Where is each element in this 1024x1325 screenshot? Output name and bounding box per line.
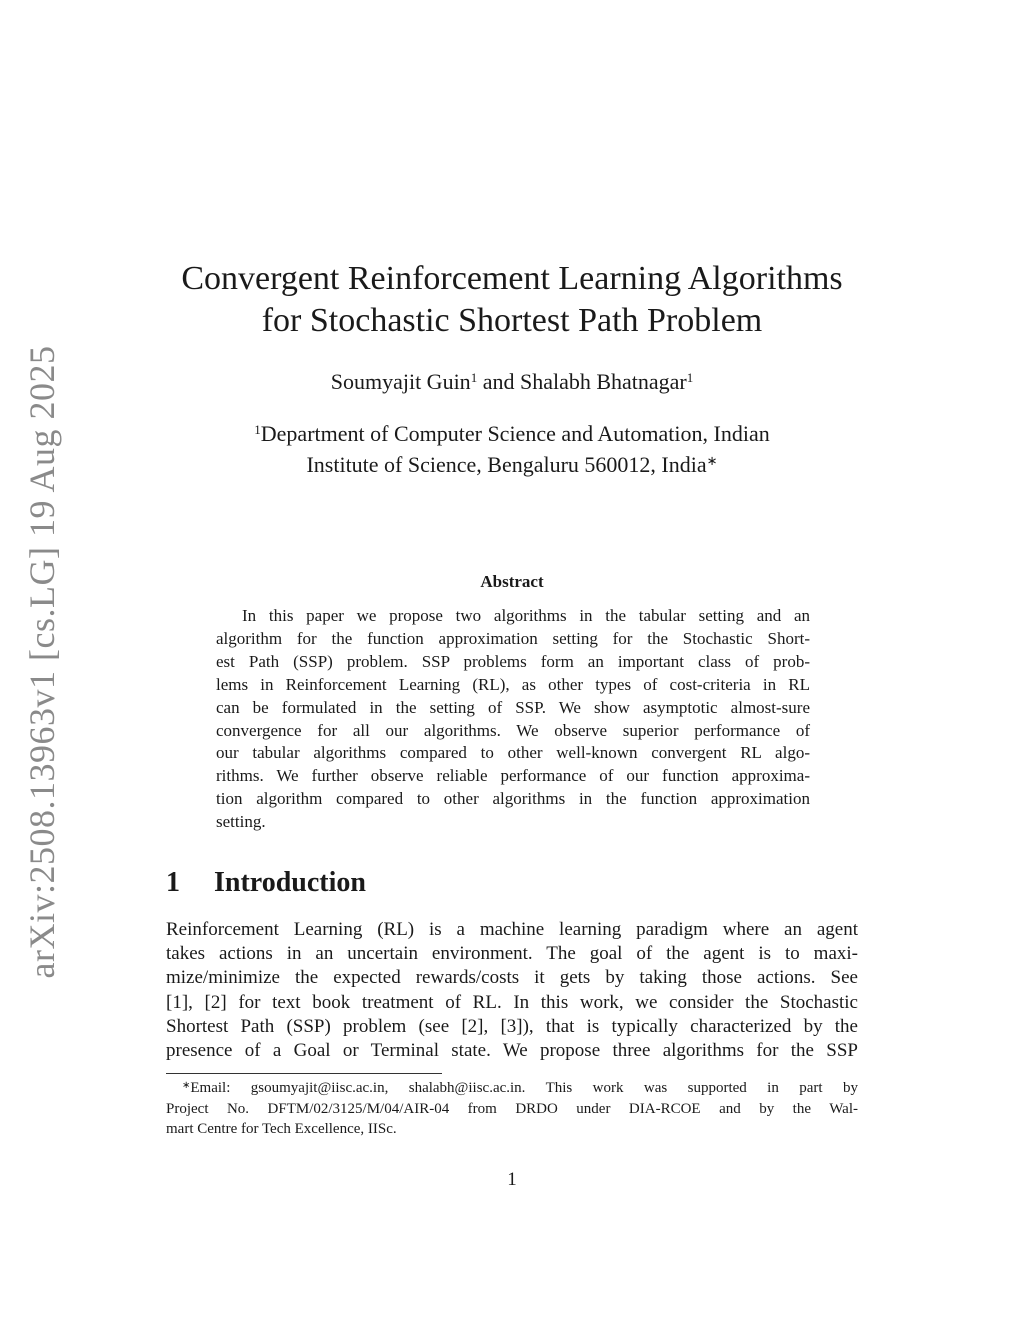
abstract-line: our tabular algorithms compared to other well-known convergent RL algo- (216, 743, 810, 763)
page-number: 1 (507, 1169, 517, 1190)
author-connector: and (477, 369, 520, 394)
body-line: Shortest Path (SSP) problem (see [2], [3]), that is typically characterized by the (166, 1015, 858, 1037)
footnote-line (166, 1078, 858, 1099)
author-name: Soumyajit Guin (330, 369, 471, 394)
abstract-line: convergence for all our algorithms. We observe superior performance of (216, 720, 810, 740)
title-line-1: Convergent Reinforcement Learning Algorithms (181, 260, 843, 297)
affiliation (150, 418, 874, 480)
footnote-divider (166, 1073, 442, 1074)
introduction-body (166, 918, 858, 1063)
body-line: presence of a Goal or Terminal state. We propose three algorithms for the SSP (166, 1040, 858, 1062)
affiliation-marker: 1 (470, 370, 478, 385)
footnote-line: Project No. DFTM/02/3125/M/04/AIR-04 from DRDO under DIA-RCOE and by the Wal- (166, 1100, 858, 1117)
footnote-marker: ∗ (706, 453, 718, 468)
affiliation-marker: 1 (686, 370, 694, 385)
section-number: 1 (166, 867, 180, 898)
body-line: takes actions in an uncertain environment. The goal of the agent is to maxi- (166, 943, 858, 965)
footnote (166, 1078, 858, 1140)
abstract-line: In this paper we propose two algorithms in the tabular setting and an (242, 606, 810, 625)
section-heading-introduction (166, 865, 366, 901)
author-name: Shalabh Bhatnagar (519, 369, 687, 394)
abstract-line: setting. (216, 812, 266, 832)
abstract-line: algorithm for the function approximation setting for the Stochastic Short- (216, 628, 810, 648)
abstract-line: can be formulated in the setting of SSP. We show asymptotic almost-sure (216, 697, 810, 717)
footnote-text: Email: gsoumyajit@iisc.ac.in, shalabh@iisc.ac.in. This work was supported in part by (190, 1080, 858, 1096)
abstract-line: rithms. We further observe reliable performance of our function approxima- (216, 766, 810, 786)
body-line: [1], [2] for text book treatment of RL. In this work, we consider the Stochastic (166, 991, 858, 1013)
author-list (160, 367, 864, 397)
abstract-line: est Path (SSP) problem. SSP problems form an important class of prob- (216, 651, 810, 671)
affiliation-marker: 1 (254, 422, 261, 437)
affiliation-line-1: Department of Computer Science and Automation, Indian (260, 421, 770, 446)
abstract-line: tion algorithm compared to other algorithms in the function approximation (216, 789, 810, 809)
footnote-marker: ∗ (182, 1080, 191, 1091)
paper-title (140, 258, 884, 342)
body-line: mize/minimize the expected rewards/costs it gets by taking those actions. See (166, 967, 858, 989)
affiliation-line-2: Institute of Science, Bengaluru 560012, India (306, 452, 707, 477)
body-line: Reinforcement Learning (RL) is a machine learning paradigm where an agent (166, 919, 858, 940)
abstract-heading: Abstract (480, 572, 544, 591)
footnote-line: mart Centre for Tech Excellence, IISc. (166, 1121, 397, 1137)
arxiv-identifier: arXiv:2508.13963v1 [cs.LG] 19 Aug 2025 (22, 345, 62, 979)
abstract-line: lems in Reinforcement Learning (RL), as other types of cost-criteria in RL (216, 674, 810, 694)
abstract-body (216, 605, 810, 834)
section-title: Introduction (214, 867, 366, 898)
title-line-2: for Stochastic Shortest Path Problem (261, 302, 763, 339)
